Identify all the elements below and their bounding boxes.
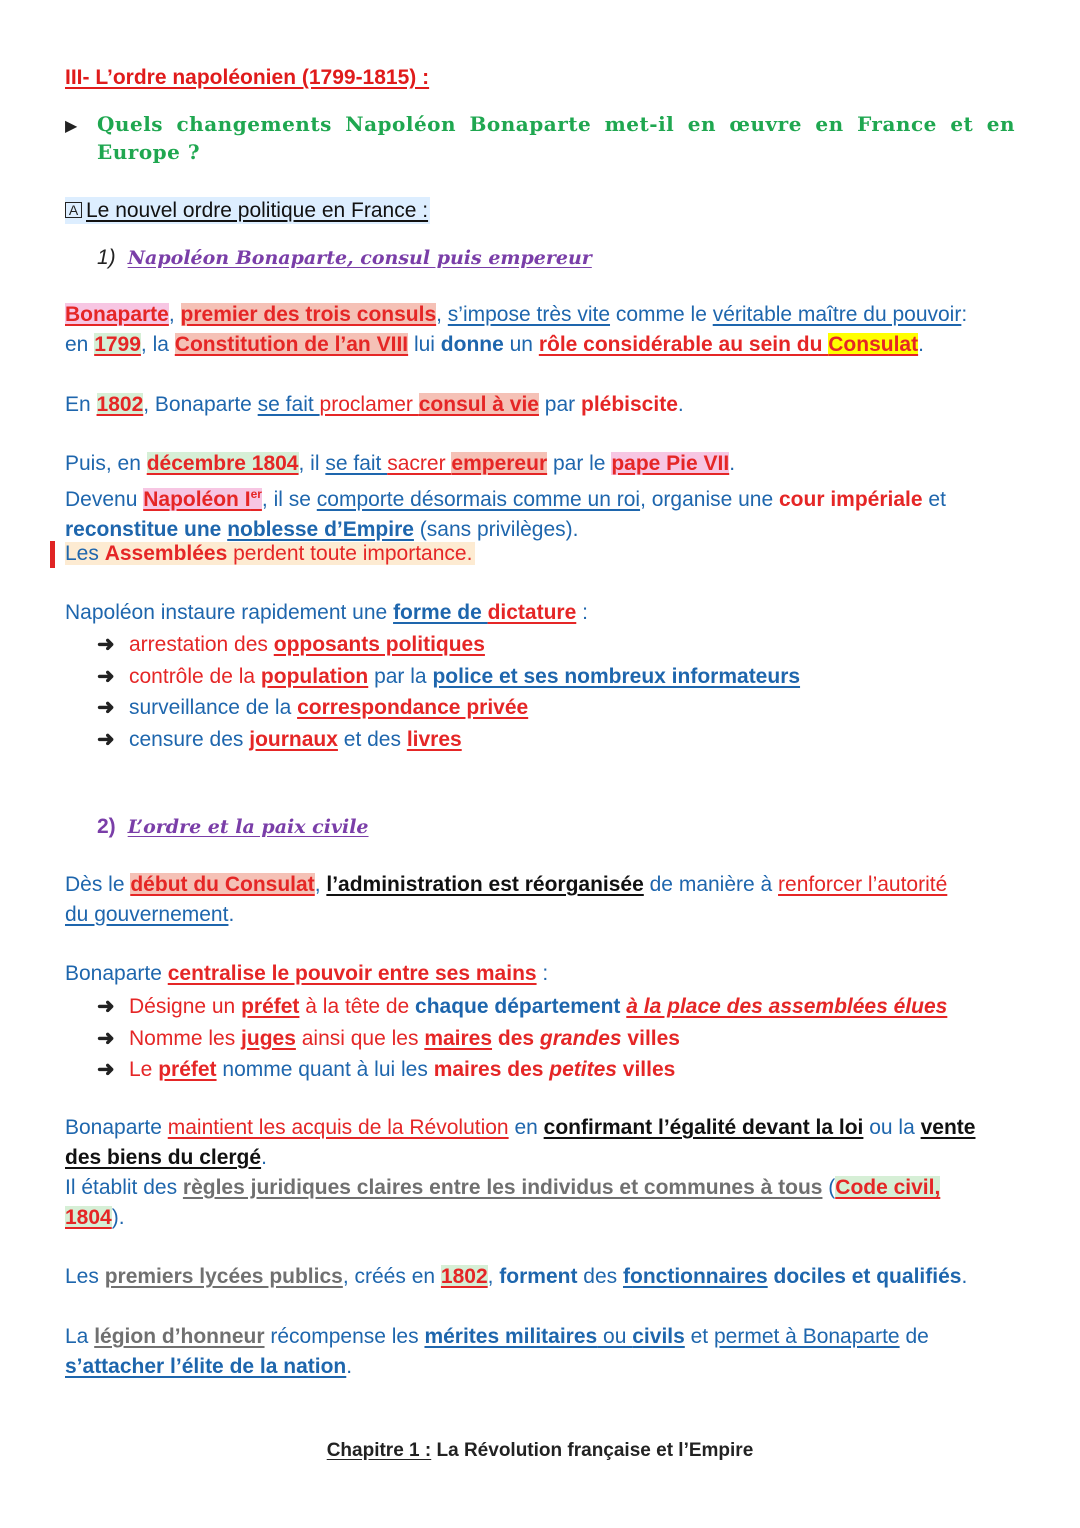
subheading-1: 1) Napoléon Bonaparte, consul puis empereur (97, 246, 592, 269)
paragraph-lycees: Les premiers lycées publics, créés en 1802, forment des fonctionnaires dociles et qualifiés. (65, 1265, 968, 1288)
margin-red-bar (50, 541, 55, 568)
arrow-right-icon: ➜ (97, 995, 115, 1018)
arrow-right-icon: ➜ (97, 727, 115, 751)
list-item: ➜ censure des journaux et des livres (65, 724, 1015, 756)
arrow-right-icon: ➜ (97, 696, 115, 719)
list-item: ➜ surveillance de la correspondance privée (65, 692, 1015, 724)
arrow-right-icon: ➜ (97, 1058, 115, 1081)
list-item: ➜ Le préfet nomme quant à lui les maires des petites villes (65, 1054, 1015, 1086)
centralisation-list (65, 991, 1015, 1086)
paragraph-bonaparte-consul: Bonaparte, premier des trois consuls, s’impose très vite comme le véritable maître du pouvoir: en 1799, la Constitution de l’an VIII lui donne un rôle considérable au sein du Consulat. (65, 303, 968, 356)
list-item: ➜ Nomme les juges ainsi que les maires des grandes villes (65, 1023, 1015, 1055)
paragraph-centralisation: Bonaparte centralise le pouvoir entre ses mains : (65, 962, 549, 985)
dictature-list (65, 629, 1015, 755)
list-item: ➜ Désigne un préfet à la tête de chaque département à la place des assemblées élues (65, 991, 1015, 1023)
chapter-footer: Chapitre 1 : La Révolution française et l’Empire (326, 1440, 754, 1461)
paragraph-dictature: Napoléon instaure rapidement une forme de dictature : (65, 601, 588, 624)
list-item: ➜ arrestation des opposants politiques (65, 629, 1015, 661)
triangle-bullet-icon: ▶ (65, 118, 78, 135)
arrow-right-icon: ➜ (97, 1026, 115, 1050)
paragraph-empereur: Puis, en décembre 1804, il se fait sacrer empereur par le pape Pie VII. Devenu Napoléon Ier, il se comporte désormais comme un roi, organise une cour impériale et reconstitue une noblesse d’Empire (sans privilèges). (65, 452, 946, 541)
main-heading: III- L’ordre napoléonien (1799-1815) : (65, 66, 430, 89)
list-item: ➜ contrôle de la population par la police et ses nombreux informateurs (65, 661, 1015, 693)
section-a-heading: A Le nouvel ordre politique en France : (65, 196, 1015, 226)
paragraph-acquis-revolution: Bonaparte maintient les acquis de la Révolution en confirmant l’égalité devant la loi ou la vente des biens du clergé. Il établit des règles juridiques claires entre les individus et communes à tous (Code civil, 1804). (65, 1116, 976, 1229)
arrow-right-icon: ➜ (97, 664, 115, 688)
paragraph-assemblees: Les Assemblées perdent toute importance. (65, 539, 1015, 569)
paragraph-administration: Dès le début du Consulat, l’administration est réorganisée de manière à renforcer l’autorité du gouvernement. (65, 873, 948, 926)
guiding-question: ▶ Quels changements Napoléon Bonaparte met-il en œuvre en France et en Europe ? (65, 112, 1015, 164)
paragraph-consul-a-vie: En 1802, Bonaparte se fait proclamer consul à vie par plébiscite. (65, 393, 684, 416)
paragraph-legion-honneur: La légion d’honneur récompense les mérites militaires ou civils et permet à Bonaparte de s’attacher l’élite de la nation. (65, 1325, 929, 1378)
subheading-2: 2) L’ordre et la paix civile (97, 815, 369, 838)
arrow-right-icon: ➜ (97, 633, 115, 656)
letter-a-box-icon: A (65, 202, 82, 218)
